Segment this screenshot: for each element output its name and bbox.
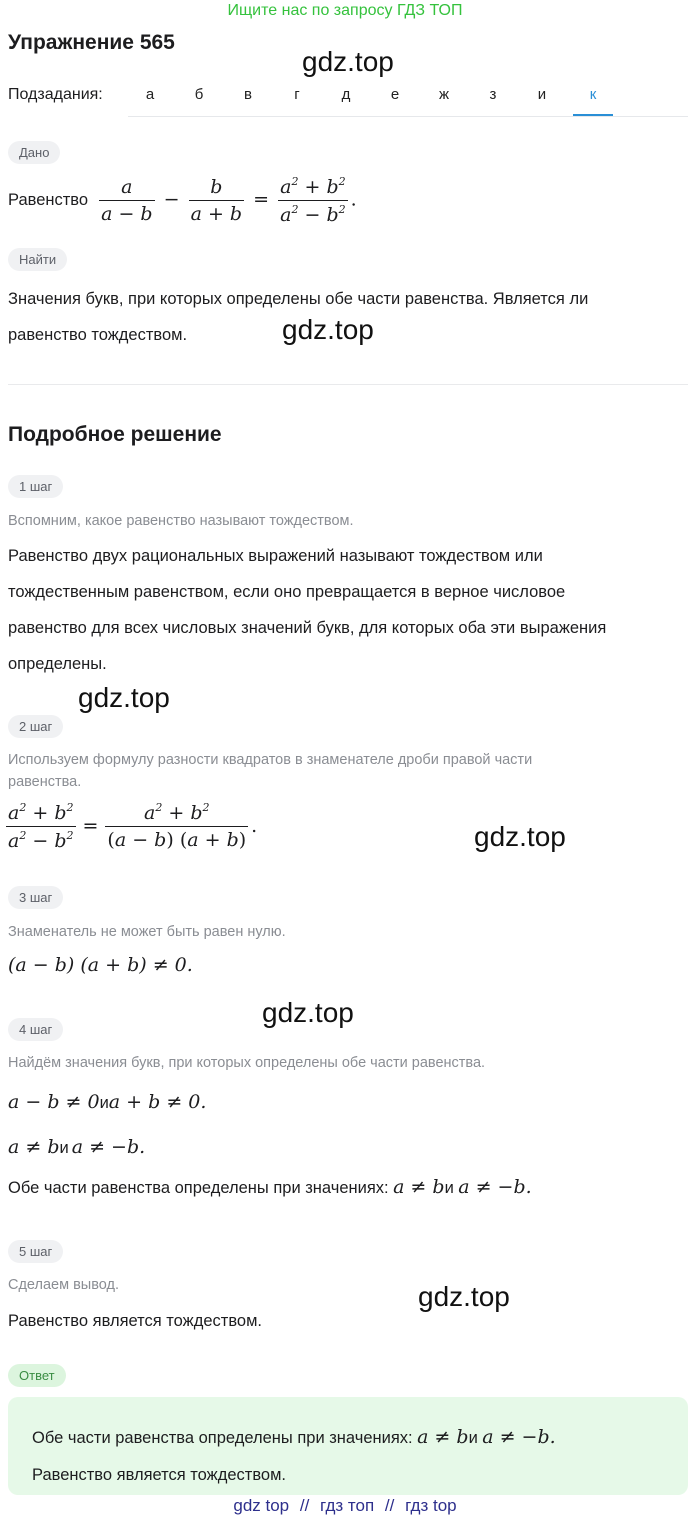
watermark: gdz.top <box>302 46 394 77</box>
subtasks-label: Подзадания: <box>8 86 103 103</box>
step-3-hint: Знаменатель не может быть равен нулю. <box>8 924 286 940</box>
step-1-line: тождественным равенством, если оно превращается в верное числовое <box>8 583 566 601</box>
tab-subtask-v[interactable]: в <box>244 86 252 103</box>
solution-title: Подробное решение <box>8 423 222 446</box>
tab-subtask-a[interactable]: а <box>145 86 155 103</box>
step-4-hint: Найдём значения букв, при которых определены обе части равенства. <box>8 1055 486 1071</box>
page-title: Упражнение 565 <box>8 31 175 54</box>
footer-link[interactable]: гдз top <box>405 1496 457 1515</box>
subtask-tabs <box>128 80 688 117</box>
step-4-formula-2: a ≠ bи a ≠ −b. <box>8 1136 146 1158</box>
watermark: gdz.top <box>78 682 170 713</box>
given-prefix: Равенство <box>8 191 89 209</box>
watermark: gdz.top <box>262 997 354 1028</box>
watermark: gdz.top <box>282 314 374 345</box>
step-1-line: Равенство двух рациональных выражений называют тождеством или <box>8 547 543 565</box>
step-1-line: равенство для всех числовых значений букв, для которых оба эти выражения <box>8 619 607 637</box>
step-1-chip: 1 шаг <box>8 475 63 498</box>
tab-subtask-b[interactable]: б <box>194 86 204 103</box>
step-5-chip: 5 шаг <box>8 1240 63 1263</box>
step-3-chip: 3 шаг <box>8 886 63 909</box>
answer-line-1: Обе части равенства определены при значениях: a ≠ bи a ≠ −b. <box>32 1426 556 1448</box>
footer-separator: // <box>299 1496 310 1515</box>
step-2-hint: равенства. <box>8 774 82 790</box>
find-line-2: равенство тождеством. <box>8 326 188 344</box>
find-line-1: Значения букв, при которых определены обе части равенства. Является ли <box>8 290 589 308</box>
step-2-formula: $\frac{a^2 + b^2}{a^2 - b^2}$ = $\frac{a^2 + b^2}{(a - b) (a + b)}$ . <box>8 800 258 852</box>
step-4-chip: 4 шаг <box>8 1018 63 1041</box>
step-2-hint: Используем формулу разности квадратов в знаменателе дроби правой части <box>8 752 533 768</box>
watermark: gdz.top <box>418 1281 510 1312</box>
step-3-formula: (a − b) (a + b) ≠ 0. <box>8 954 193 976</box>
given-equation <box>8 172 357 228</box>
tab-subtask-d[interactable]: д <box>341 86 351 103</box>
step-4-formula-1: a − b ≠ 0иa + b ≠ 0. <box>8 1091 207 1113</box>
given-formula: $\frac{a}{a - b}$ − $\frac{b}{a + b}$ = $\frac{a^2 + b^2}{a^2 - b^2}$ . <box>101 174 357 226</box>
tab-subtask-k[interactable]: к <box>573 86 613 116</box>
footer-link[interactable]: gdz top <box>233 1496 290 1515</box>
footer-separator: // <box>384 1496 395 1515</box>
divider <box>8 384 688 385</box>
top-banner: Ищите нас по запросу ГДЗ ТОП <box>227 2 463 19</box>
step-1-hint: Вспомним, какое равенство называют тождеством. <box>8 513 354 529</box>
answer-chip: Ответ <box>8 1364 66 1387</box>
tab-subtask-zh[interactable]: ж <box>438 86 450 103</box>
step-5-text: Равенство является тождеством. <box>8 1312 263 1330</box>
step-4-conclusion: Обе части равенства определены при значениях: a ≠ bи a ≠ −b. <box>8 1176 532 1198</box>
tab-subtask-g[interactable]: г <box>294 86 300 103</box>
tab-subtask-i[interactable]: и <box>537 86 547 103</box>
answer-line-2: Равенство является тождеством. <box>32 1466 287 1484</box>
watermark: gdz.top <box>474 821 566 852</box>
footer-links <box>0 1496 690 1516</box>
step-1-line: определены. <box>8 655 107 673</box>
tab-subtask-z[interactable]: з <box>489 86 497 103</box>
given-chip: Дано <box>8 141 60 164</box>
find-chip: Найти <box>8 248 67 271</box>
footer-link[interactable]: гдз топ <box>320 1496 375 1515</box>
step-5-hint: Сделаем вывод. <box>8 1277 120 1293</box>
tab-subtask-e[interactable]: е <box>390 86 400 103</box>
step-2-chip: 2 шаг <box>8 715 63 738</box>
